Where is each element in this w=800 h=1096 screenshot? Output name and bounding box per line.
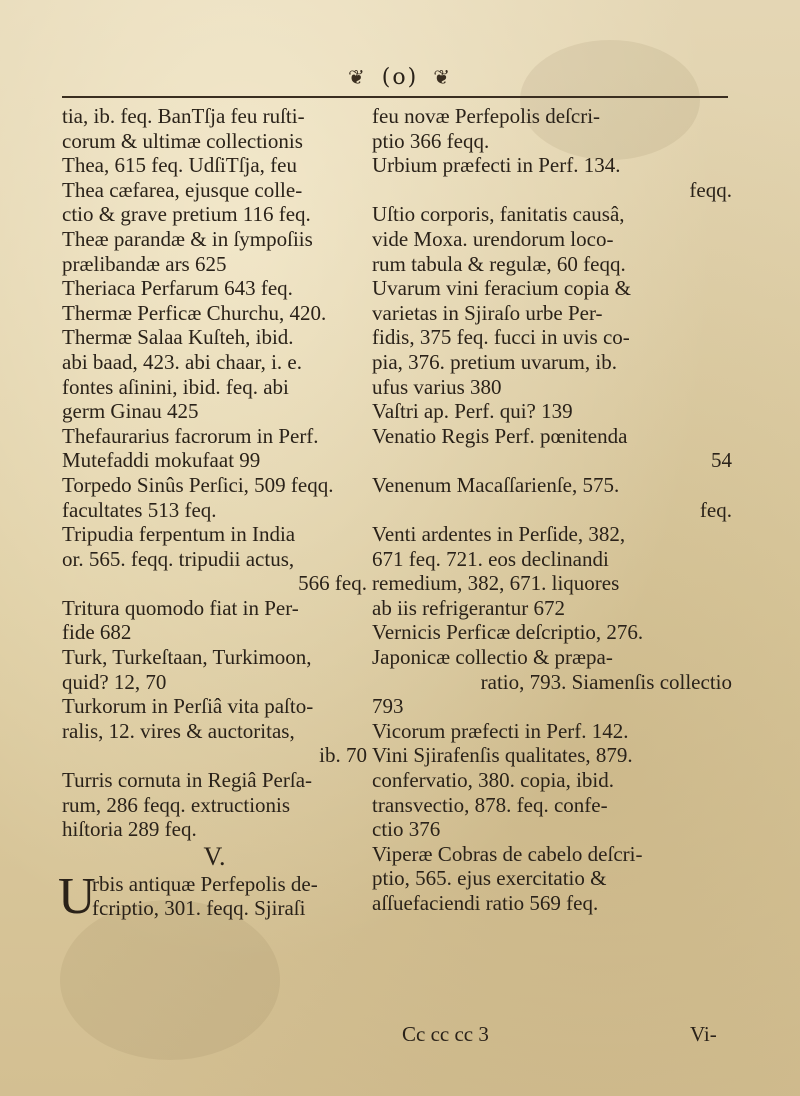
index-line: ctio & grave pretium 116 feq. bbox=[62, 202, 311, 227]
index-line: Uvarum vini feracium copia & bbox=[372, 276, 631, 301]
index-line: Mutefaddi mokufaat 99 bbox=[62, 448, 261, 473]
index-line: Japonicæ collectio & præpa- bbox=[372, 645, 613, 670]
index-line: ratio, 793. Siamenſis collectio bbox=[480, 669, 732, 694]
index-line: ib. 70 bbox=[319, 743, 367, 768]
index-line: Theæ parandæ & in ſympoſiis bbox=[62, 226, 313, 251]
index-line bbox=[62, 896, 367, 921]
catchword: Vi- bbox=[690, 1022, 717, 1046]
index-line: 566 feq. bbox=[298, 571, 367, 596]
index-line: Theriaca Perfarum 643 feq. bbox=[62, 276, 293, 301]
index-line: Thea, 615 feq. UdſiTſja, feu bbox=[62, 153, 297, 178]
index-line: Thermæ Perficæ Churchu, 420. bbox=[62, 300, 327, 325]
index-line: Urbium præfecti in Perf. 134. bbox=[372, 153, 621, 178]
index-line: vide Moxa. urendorum loco- bbox=[372, 226, 614, 251]
index-line: germ Ginau 425 bbox=[62, 399, 199, 424]
index-line: pia, 376. pretium uvarum, ib. bbox=[372, 349, 617, 374]
index-line: Uſtio corporis, fanitatis causâ, bbox=[372, 202, 625, 227]
index-line: fide 682 bbox=[62, 620, 132, 645]
index-line: facultates 513 feq. bbox=[62, 497, 217, 522]
index-line: Tripudia ferpentum in India bbox=[62, 522, 296, 547]
index-line: Vernicis Perficæ deſcriptio, 276. bbox=[372, 620, 644, 645]
index-line: ufus varius 380 bbox=[372, 374, 502, 399]
page-header bbox=[0, 64, 800, 90]
header-rule bbox=[62, 96, 728, 98]
index-line: Vini Sjirafenſis qualitates, 879. bbox=[372, 743, 633, 768]
index-line: ralis, 12. vires & auctoritas, bbox=[62, 718, 295, 743]
section-letter: V. bbox=[203, 841, 226, 871]
signature-mark: Cc cc cc 3 bbox=[402, 1022, 489, 1046]
index-line-text: fcriptio, 301. feqq. Sjiraſi bbox=[92, 896, 306, 921]
index-line: rum tabula & regulæ, 60 feqq. bbox=[372, 251, 626, 276]
index-line: Venti ardentes in Perſide, 382, bbox=[372, 522, 626, 547]
index-line: or. 565. feqq. tripudii actus, bbox=[62, 546, 295, 571]
index-line: feqq. bbox=[689, 177, 732, 202]
index-line: ptio, 565. ejus exercitatio & bbox=[372, 866, 607, 891]
index-line: Turk, Turkeſtaan, Turkimoon, bbox=[62, 645, 312, 670]
index-line: prælibandæ ars 625 bbox=[62, 251, 227, 276]
ornament-right-icon: ❦ bbox=[433, 65, 452, 89]
index-line: remedium, 382, 671. liquores bbox=[372, 571, 620, 596]
index-line: Viperæ Cobras de cabelo deſcri- bbox=[372, 841, 643, 866]
index-line: fidis, 375 feq. fucci in uvis co- bbox=[372, 325, 630, 350]
index-line: Thefaurarius facrorum in Perf. bbox=[62, 423, 319, 448]
index-line: confervatio, 380. copia, ibid. bbox=[372, 768, 615, 793]
index-line: Venenum Macaſſarienſe, 575. bbox=[372, 472, 620, 497]
index-line: hiſtoria 289 feq. bbox=[62, 817, 197, 842]
index-line: Vicorum præfecti in Perf. 142. bbox=[372, 718, 629, 743]
index-line: varietas in Sjiraſo urbe Per- bbox=[372, 300, 603, 325]
page-number: (o) bbox=[381, 64, 419, 90]
index-line: corum & ultimæ collectionis bbox=[62, 128, 303, 153]
index-line: 671 feq. 721. eos declinandi bbox=[372, 546, 609, 571]
index-line: feu novæ Perfepolis deſcri- bbox=[372, 104, 601, 128]
index-line: Venatio Regis Perf. pœnitenda bbox=[372, 423, 628, 448]
index-line: transvectio, 878. feq. confe- bbox=[372, 792, 608, 817]
index-line: Vaſtri ap. Perf. qui? 139 bbox=[372, 399, 573, 424]
index-line: Tritura quomodo fiat in Per- bbox=[62, 595, 299, 620]
index-line: rum, 286 feqq. extructionis bbox=[62, 792, 291, 817]
index-line: fontes aſinini, ibid. feq. abi bbox=[62, 374, 289, 399]
index-line: ptio 366 feqq. bbox=[372, 128, 490, 153]
index-line: tia, ib. feq. BanTſja feu ruſti- bbox=[62, 104, 305, 128]
index-line-text: rbis antiquæ Perfepolis de- bbox=[92, 871, 318, 896]
index-line: Thea cæfarea, ejusque colle- bbox=[62, 177, 303, 202]
right-column bbox=[372, 104, 732, 916]
index-line: quid? 12, 70 bbox=[62, 669, 167, 694]
index-line: ab iis refrigerantur 672 bbox=[372, 595, 566, 620]
index-line: ctio 376 bbox=[372, 817, 441, 842]
index-line: 793 bbox=[372, 694, 404, 719]
left-column bbox=[58, 104, 367, 925]
drop-cap: U bbox=[58, 867, 96, 925]
index-line: Turris cornuta in Regiâ Perſa- bbox=[62, 768, 313, 793]
index-line: 54 bbox=[711, 448, 732, 473]
ornament-left-icon: ❦ bbox=[348, 65, 367, 89]
index-line: abi baad, 423. abi chaar, i. e. bbox=[62, 349, 302, 374]
index-line: Turkorum in Perſiâ vita paſto- bbox=[62, 694, 314, 719]
index-line: feq. bbox=[699, 497, 732, 522]
index-line: Thermæ Salaa Kuſteh, ibid. bbox=[62, 325, 294, 350]
index-line: aſſuefaciendi ratio 569 feq. bbox=[372, 891, 599, 915]
index-line: Torpedo Sinûs Perſici, 509 feqq. bbox=[62, 472, 334, 497]
